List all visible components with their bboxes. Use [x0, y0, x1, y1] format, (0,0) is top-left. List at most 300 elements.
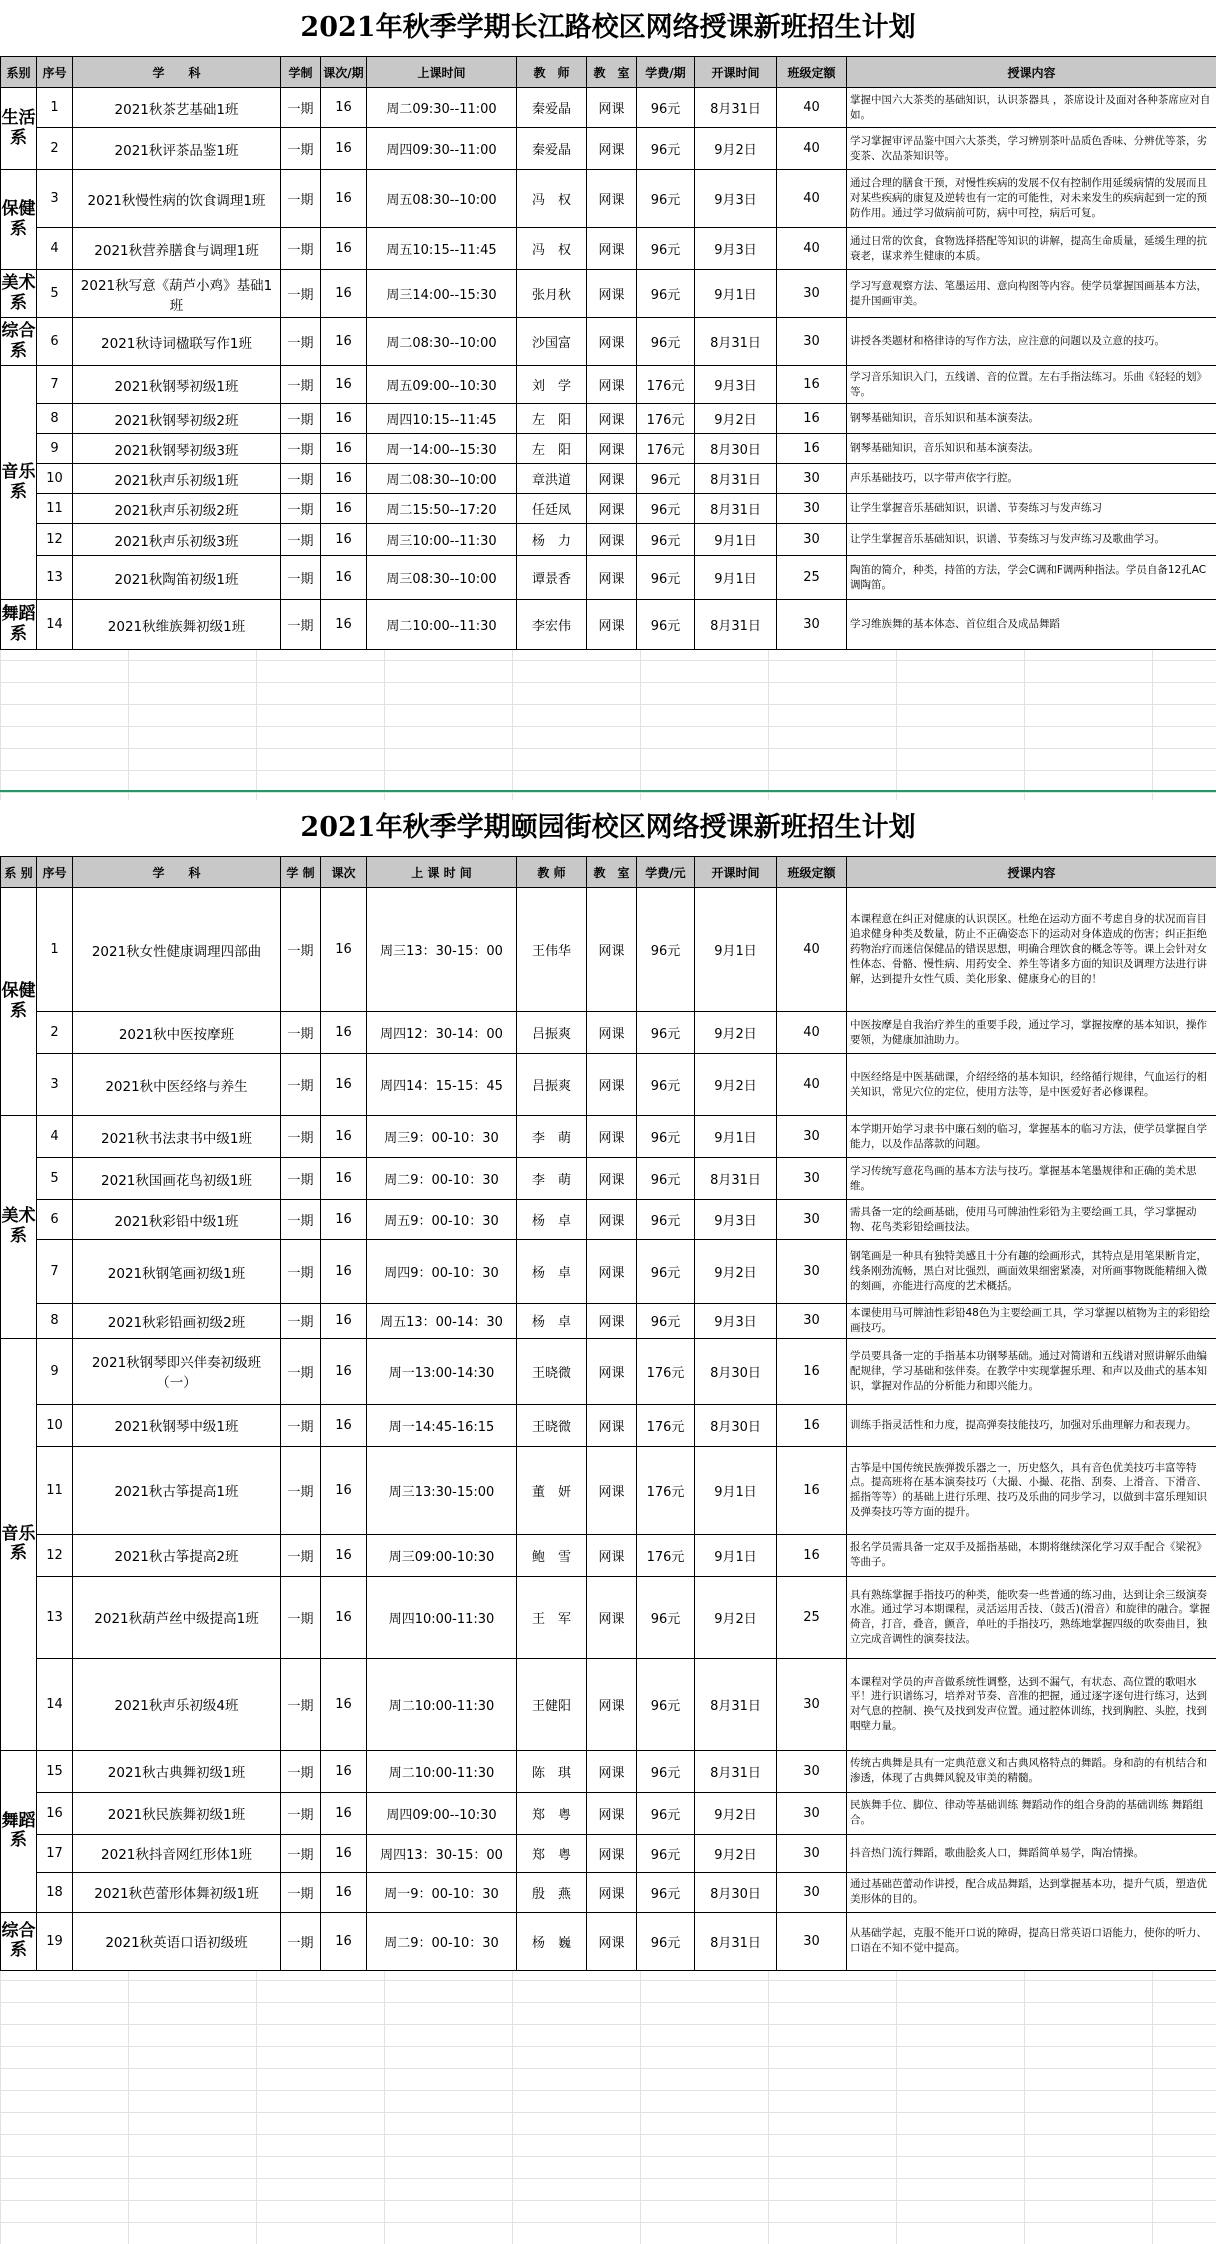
class-time: 周一14:00--15:30 — [367, 434, 517, 464]
start-date: 8月30日 — [695, 1404, 777, 1446]
course-description: 学员要具备一定的手指基本功钢琴基础。通过对简谱和五线谱对照讲解乐曲编配规律，学习基础和弦伴奏。在教学中实现掌握乐理、和声以及曲式的基本知识，掌握对作品的分析能力和即兴能力。 — [847, 1338, 1216, 1404]
row-number: 15 — [37, 1750, 73, 1792]
start-date: 9月2日 — [695, 1054, 777, 1116]
session-count: 16 — [321, 600, 367, 650]
class-quota: 40 — [777, 888, 847, 1012]
table-row — [1, 888, 1216, 1012]
row-number: 11 — [37, 1446, 73, 1534]
start-date: 9月1日 — [695, 556, 777, 600]
term: 一期 — [281, 888, 321, 1012]
subject-name: 2021秋诗词楹联写作1班 — [73, 318, 281, 366]
class-time: 周三9：00-10：30 — [367, 1116, 517, 1158]
table-row — [1, 1404, 1216, 1446]
class-time: 周四10:00-11:30 — [367, 1576, 517, 1658]
department-cell: 音乐系 — [1, 366, 37, 600]
start-date: 9月3日 — [695, 1304, 777, 1339]
class-quota: 30 — [777, 1304, 847, 1339]
course-description: 陶笛的简介，种类，持笛的方法，学会C调和F调两种指法。学员自备12孔AC调陶笛。 — [847, 556, 1216, 600]
classroom: 网课 — [587, 1116, 637, 1158]
cell-selection-border — [0, 790, 1216, 792]
table-row — [1, 1912, 1216, 1970]
class-quota: 16 — [777, 404, 847, 434]
subject-name: 2021秋钢琴即兴伴奏初级班（一） — [73, 1338, 281, 1404]
table-row — [1, 366, 1216, 404]
classroom: 网课 — [587, 1446, 637, 1534]
session-count: 16 — [321, 318, 367, 366]
term: 一期 — [281, 270, 321, 318]
class-quota: 30 — [777, 1116, 847, 1158]
classroom: 网课 — [587, 88, 637, 128]
teacher-name: 沙国富 — [517, 318, 587, 366]
class-time: 周五09:00--10:30 — [367, 366, 517, 404]
table-row — [1, 1576, 1216, 1658]
start-date: 9月3日 — [695, 228, 777, 270]
department-cell: 保健系 — [1, 170, 37, 270]
row-number: 10 — [37, 464, 73, 494]
class-time: 周三09:00-10:30 — [367, 1534, 517, 1576]
term: 一期 — [281, 1750, 321, 1792]
class-time: 周二08:30--10:00 — [367, 464, 517, 494]
table-row — [1, 1116, 1216, 1158]
fee: 96元 — [637, 1872, 695, 1912]
teacher-name: 殷 燕 — [517, 1872, 587, 1912]
classroom: 网课 — [587, 1054, 637, 1116]
term: 一期 — [281, 524, 321, 556]
teacher-name: 杨 卓 — [517, 1200, 587, 1240]
course-description: 通过日常的饮食，食物选择搭配等知识的讲解，提高生命质量，延缓生理的抗衰老，谋求养生健康的本质。 — [847, 228, 1216, 270]
start-date: 8月31日 — [695, 1750, 777, 1792]
row-number: 12 — [37, 524, 73, 556]
start-date: 9月2日 — [695, 1240, 777, 1304]
subject-name: 2021秋抖音网红形体1班 — [73, 1834, 281, 1872]
course-description: 需具备一定的绘画基础，使用马可牌油性彩铅为主要绘画工具，学习掌握动物、花鸟类彩铅绘画技法。 — [847, 1200, 1216, 1240]
course-description: 具有熟练掌握手指技巧的种类，能吹奏一些普通的练习曲，达到让余三级演奏水准。通过学习本期课程，灵活运用舌技、（鼓舌)(滑音）和旋律的融合。掌握倚音，打音，叠音，颤音，单吐的手指技巧，熟练地掌握四级的吹奏曲目，独立完成音调性的演奏技法。 — [847, 1576, 1216, 1658]
table-row — [1, 1304, 1216, 1339]
course-description: 掌握中国六大茶类的基础知识，认识茶器具 ，茶席设计及面对各种茶席应对自如。 — [847, 88, 1216, 128]
start-date: 8月30日 — [695, 434, 777, 464]
class-time: 周五9：00-10：30 — [367, 1200, 517, 1240]
teacher-name: 吕振爽 — [517, 1012, 587, 1054]
teacher-name: 董 妍 — [517, 1446, 587, 1534]
session-count: 16 — [321, 1158, 367, 1200]
subject-name: 2021秋声乐初级2班 — [73, 494, 281, 524]
classroom: 网课 — [587, 1750, 637, 1792]
fee: 176元 — [637, 434, 695, 464]
fee: 96元 — [637, 494, 695, 524]
class-time: 周二08:30--10:00 — [367, 318, 517, 366]
course-description: 学习维族舞的基本体态、首位组合及成品舞蹈 — [847, 600, 1216, 650]
table-row — [1, 1534, 1216, 1576]
term: 一期 — [281, 556, 321, 600]
subject-name: 2021秋古筝提高1班 — [73, 1446, 281, 1534]
term: 一期 — [281, 404, 321, 434]
sheet-title: 2021年秋季学期颐园街校区网络授课新班招生计划 — [0, 800, 1216, 856]
department-cell: 舞蹈系 — [1, 600, 37, 650]
teacher-name: 刘 学 — [517, 366, 587, 404]
start-date: 9月1日 — [695, 524, 777, 556]
row-number: 3 — [37, 1054, 73, 1116]
session-count: 16 — [321, 128, 367, 170]
subject-name: 2021秋书法隶书中级1班 — [73, 1116, 281, 1158]
row-number: 4 — [37, 1116, 73, 1158]
row-number: 7 — [37, 1240, 73, 1304]
term: 一期 — [281, 1338, 321, 1404]
fee: 176元 — [637, 366, 695, 404]
start-date: 9月3日 — [695, 170, 777, 228]
subject-name: 2021秋古筝提高2班 — [73, 1534, 281, 1576]
class-quota: 30 — [777, 1200, 847, 1240]
table-row — [1, 318, 1216, 366]
start-date: 8月31日 — [695, 600, 777, 650]
session-count: 16 — [321, 1912, 367, 1970]
session-count: 16 — [321, 1404, 367, 1446]
row-number: 7 — [37, 366, 73, 404]
course-description: 声乐基础技巧，以字带声依字行腔。 — [847, 464, 1216, 494]
column-header: 序号 — [37, 57, 73, 88]
subject-name: 2021秋英语口语初级班 — [73, 1912, 281, 1970]
term: 一期 — [281, 88, 321, 128]
fee: 96元 — [637, 1912, 695, 1970]
row-number: 6 — [37, 1200, 73, 1240]
table-row — [1, 434, 1216, 464]
teacher-name: 杨 力 — [517, 524, 587, 556]
class-time: 周五10:15--11:45 — [367, 228, 517, 270]
subject-name: 2021秋钢琴中级1班 — [73, 1404, 281, 1446]
course-description: 本学期开始学习隶书中廉石刻的临习，掌握基本的临习方法，使学员掌握自学能力，以及作品落款的问题。 — [847, 1116, 1216, 1158]
class-time: 周三08:30--10:00 — [367, 556, 517, 600]
subject-name: 2021秋茶艺基础1班 — [73, 88, 281, 128]
course-description: 民族舞手位、脚位、律动等基础训练 舞蹈动作的组合身韵的基础训练 舞蹈组合。 — [847, 1792, 1216, 1834]
column-header: 学费/期 — [637, 57, 695, 88]
fee: 96元 — [637, 1576, 695, 1658]
term: 一期 — [281, 1446, 321, 1534]
fee: 176元 — [637, 1404, 695, 1446]
subject-name: 2021秋芭蕾形体舞初级1班 — [73, 1872, 281, 1912]
class-quota: 30 — [777, 1240, 847, 1304]
subject-name: 2021秋彩铅中级1班 — [73, 1200, 281, 1240]
session-count: 16 — [321, 270, 367, 318]
start-date: 9月2日 — [695, 1012, 777, 1054]
session-count: 16 — [321, 1338, 367, 1404]
term: 一期 — [281, 1158, 321, 1200]
class-time: 周四10:15--11:45 — [367, 404, 517, 434]
classroom: 网课 — [587, 1338, 637, 1404]
classroom: 网课 — [587, 270, 637, 318]
class-quota: 30 — [777, 464, 847, 494]
table-row — [1, 1012, 1216, 1054]
class-quota: 30 — [777, 318, 847, 366]
term: 一期 — [281, 1200, 321, 1240]
column-header: 教 室 — [587, 857, 637, 888]
class-time: 周二9：00-10：30 — [367, 1912, 517, 1970]
teacher-name: 陈 琪 — [517, 1750, 587, 1792]
subject-name: 2021秋中医按摩班 — [73, 1012, 281, 1054]
class-time: 周五08:30--10:00 — [367, 170, 517, 228]
start-date: 8月31日 — [695, 1158, 777, 1200]
start-date: 8月31日 — [695, 464, 777, 494]
course-description: 学习音乐知识入门，五线谱、音的位置。左右手指法练习。乐曲《轻轻的划》等。 — [847, 366, 1216, 404]
start-date: 9月1日 — [695, 1446, 777, 1534]
row-number: 9 — [37, 434, 73, 464]
teacher-name: 张月秋 — [517, 270, 587, 318]
class-quota: 25 — [777, 556, 847, 600]
table-row — [1, 228, 1216, 270]
table-row — [1, 1446, 1216, 1534]
class-time: 周三10:00--11:30 — [367, 524, 517, 556]
column-header: 上课时间 — [367, 57, 517, 88]
class-time: 周二10:00--11:30 — [367, 600, 517, 650]
teacher-name: 吕振爽 — [517, 1054, 587, 1116]
term: 一期 — [281, 228, 321, 270]
row-number: 8 — [37, 1304, 73, 1339]
subject-name: 2021秋声乐初级3班 — [73, 524, 281, 556]
classroom: 网课 — [587, 464, 637, 494]
row-number: 2 — [37, 128, 73, 170]
term: 一期 — [281, 1240, 321, 1304]
class-quota: 16 — [777, 1534, 847, 1576]
table-row — [1, 170, 1216, 228]
fee: 176元 — [637, 404, 695, 434]
session-count: 16 — [321, 1012, 367, 1054]
table-row — [1, 1338, 1216, 1404]
course-description: 钢琴基础知识，音乐知识和基本演奏法。 — [847, 404, 1216, 434]
start-date: 9月1日 — [695, 1534, 777, 1576]
row-number: 4 — [37, 228, 73, 270]
start-date: 9月3日 — [695, 366, 777, 404]
term: 一期 — [281, 1834, 321, 1872]
column-header: 学 制 — [281, 857, 321, 888]
column-header: 课次/期 — [321, 57, 367, 88]
start-date: 9月1日 — [695, 1116, 777, 1158]
classroom: 网课 — [587, 170, 637, 228]
fee: 96元 — [637, 1158, 695, 1200]
department-cell: 综合系 — [1, 1912, 37, 1970]
class-time: 周二10:00-11:30 — [367, 1658, 517, 1750]
course-description: 通过合理的膳食干预，对慢性疾病的发展不仅有控制作用延缓病情的发展而且对某些疾病的康复及逆转也有一定的可能性，对未来发生的疾病起到一定的预防作用。通过学习做病前可防，病中可控，病后可复。 — [847, 170, 1216, 228]
column-header: 教 师 — [517, 57, 587, 88]
subject-name: 2021秋营养膳食与调理1班 — [73, 228, 281, 270]
start-date: 8月30日 — [695, 1338, 777, 1404]
term: 一期 — [281, 1792, 321, 1834]
teacher-name: 郑 粤 — [517, 1792, 587, 1834]
fee: 96元 — [637, 556, 695, 600]
term: 一期 — [281, 128, 321, 170]
fee: 176元 — [637, 1338, 695, 1404]
fee: 96元 — [637, 1658, 695, 1750]
fee: 96元 — [637, 270, 695, 318]
session-count: 16 — [321, 170, 367, 228]
class-time: 周四14：15-15：45 — [367, 1054, 517, 1116]
class-time: 周四09:00--10:30 — [367, 1792, 517, 1834]
session-count: 16 — [321, 1658, 367, 1750]
class-time: 周二10:00-11:30 — [367, 1750, 517, 1792]
course-description: 学习写意观察方法、笔墨运用、意向构图等内容。使学员掌握国画基本方法，提升国画审美。 — [847, 270, 1216, 318]
session-count: 16 — [321, 1054, 367, 1116]
column-header: 系 别 — [1, 857, 37, 888]
department-cell: 舞蹈系 — [1, 1750, 37, 1912]
start-date: 8月30日 — [695, 1872, 777, 1912]
session-count: 16 — [321, 1576, 367, 1658]
classroom: 网课 — [587, 1534, 637, 1576]
teacher-name: 冯 权 — [517, 170, 587, 228]
fee: 96元 — [637, 228, 695, 270]
subject-name: 2021秋国画花鸟初级1班 — [73, 1158, 281, 1200]
sheet-title: 2021年秋季学期长江路校区网络授课新班招生计划 — [0, 0, 1216, 56]
course-description: 训练手指灵活性和力度，提高弹奏技能技巧，加强对乐曲理解力和表现力。 — [847, 1404, 1216, 1446]
row-number: 19 — [37, 1912, 73, 1970]
column-header: 系别 — [1, 57, 37, 88]
course-description: 中医按摩是自我治疗养生的重要手段，通过学习，掌握按摩的基本知识，操作要领，为健康加油助力。 — [847, 1012, 1216, 1054]
session-count: 16 — [321, 1534, 367, 1576]
term: 一期 — [281, 464, 321, 494]
department-cell: 保健系 — [1, 888, 37, 1116]
row-number: 10 — [37, 1404, 73, 1446]
table-row — [1, 1872, 1216, 1912]
column-header: 学制 — [281, 57, 321, 88]
subject-name: 2021秋钢琴初级1班 — [73, 366, 281, 404]
classroom: 网课 — [587, 600, 637, 650]
table-row — [1, 88, 1216, 128]
term: 一期 — [281, 1054, 321, 1116]
table-row — [1, 556, 1216, 600]
department-cell: 美术系 — [1, 270, 37, 318]
start-date: 9月2日 — [695, 128, 777, 170]
course-description: 本课程对学员的声音做系统性调整，达到不漏气，有状态、高位置的歌唱水平！进行识谱练习，培养对节奏、音准的把握，通过逐字逐句进行练习，达到对气息的控制、换气及找到发声位置。通过腔体训练，找到胸腔、头腔，找到咽壁力量。 — [847, 1658, 1216, 1750]
fee: 96元 — [637, 600, 695, 650]
classroom: 网课 — [587, 228, 637, 270]
row-number: 5 — [37, 1158, 73, 1200]
row-number: 11 — [37, 494, 73, 524]
column-header: 课次 — [321, 857, 367, 888]
classroom: 网课 — [587, 1158, 637, 1200]
classroom: 网课 — [587, 318, 637, 366]
classroom: 网课 — [587, 1912, 637, 1970]
course-description: 通过基础芭蕾动作讲授，配合成品舞蹈，达到掌握基本功，提升气质，塑造优美形体的目的。 — [847, 1872, 1216, 1912]
course-description: 让学生掌握音乐基础知识，识谱、节奏练习与发声练习及歌曲学习。 — [847, 524, 1216, 556]
teacher-name: 王健阳 — [517, 1658, 587, 1750]
sheet-yiyuan — [0, 800, 1216, 1971]
session-count: 16 — [321, 1750, 367, 1792]
start-date: 8月31日 — [695, 88, 777, 128]
course-description: 学习掌握审评品鉴中国六大茶类，学习辨别茶叶品质色香味、分辨优等茶，劣变茶、次品茶知识等。 — [847, 128, 1216, 170]
class-time: 周一14:45-16:15 — [367, 1404, 517, 1446]
teacher-name: 任廷凤 — [517, 494, 587, 524]
classroom: 网课 — [587, 494, 637, 524]
class-time: 周一9：00-10：30 — [367, 1872, 517, 1912]
row-number: 1 — [37, 88, 73, 128]
classroom: 网课 — [587, 404, 637, 434]
session-count: 16 — [321, 434, 367, 464]
session-count: 16 — [321, 1116, 367, 1158]
classroom: 网课 — [587, 1658, 637, 1750]
course-description: 本课使用马可牌油性彩铅48色为主要绘画工具，学习掌握以植物为主的彩铅绘画技巧。 — [847, 1304, 1216, 1339]
fee: 96元 — [637, 1240, 695, 1304]
session-count: 16 — [321, 228, 367, 270]
teacher-name: 杨 巍 — [517, 1912, 587, 1970]
class-quota: 30 — [777, 1158, 847, 1200]
class-quota: 16 — [777, 434, 847, 464]
class-time: 周五13：00-14：30 — [367, 1304, 517, 1339]
teacher-name: 杨 卓 — [517, 1304, 587, 1339]
subject-name: 2021秋钢琴初级2班 — [73, 404, 281, 434]
subject-name: 2021秋写意《葫芦小鸡》基础1班 — [73, 270, 281, 318]
subject-name: 2021秋维族舞初级1班 — [73, 600, 281, 650]
teacher-name: 冯 权 — [517, 228, 587, 270]
session-count: 16 — [321, 1200, 367, 1240]
row-number: 1 — [37, 888, 73, 1012]
course-description: 中医经络是中医基础课，介绍经络的基本知识，经络循行规律，气血运行的相关知识，常见穴位的定位，使用方法等，是中医爱好者必修课程。 — [847, 1054, 1216, 1116]
class-quota: 30 — [777, 524, 847, 556]
term: 一期 — [281, 1116, 321, 1158]
subject-name: 2021秋评茶品鉴1班 — [73, 128, 281, 170]
fee: 96元 — [637, 1116, 695, 1158]
course-description: 钢琴基础知识，音乐知识和基本演奏法。 — [847, 434, 1216, 464]
term: 一期 — [281, 494, 321, 524]
classroom: 网课 — [587, 888, 637, 1012]
class-time: 周三13：30-15：00 — [367, 888, 517, 1012]
schedule-table — [0, 856, 1216, 1971]
classroom: 网课 — [587, 1304, 637, 1339]
term: 一期 — [281, 600, 321, 650]
classroom: 网课 — [587, 1576, 637, 1658]
subject-name: 2021秋声乐初级4班 — [73, 1658, 281, 1750]
term: 一期 — [281, 1404, 321, 1446]
course-description: 本课程意在纠正对健康的认识误区。杜绝在运动方面不考虑自身的状况而盲目追求健身种类及数量，防止不正确姿态下的运动对身体造成的伤害；纠正拒绝药物治疗而迷信保健品的错误思想，明确合理饮食的概念等等。课上会针对女性体态、骨骼、慢性病、用药安全、养生等诸多方面的知识及调理方法进行讲解，达到提升女性气质、美化形象、健康身心的目的！ — [847, 888, 1216, 1012]
classroom: 网课 — [587, 1872, 637, 1912]
table-row — [1, 128, 1216, 170]
term: 一期 — [281, 1658, 321, 1750]
table-row — [1, 1834, 1216, 1872]
start-date: 8月31日 — [695, 318, 777, 366]
class-quota: 30 — [777, 1912, 847, 1970]
schedule-table — [0, 56, 1216, 650]
teacher-name: 左 阳 — [517, 404, 587, 434]
row-number: 13 — [37, 1576, 73, 1658]
start-date: 8月31日 — [695, 494, 777, 524]
class-time: 周四12：30-14：00 — [367, 1012, 517, 1054]
fee: 176元 — [637, 1534, 695, 1576]
class-time: 周四13：30-15：00 — [367, 1834, 517, 1872]
teacher-name: 秦爱晶 — [517, 88, 587, 128]
column-header: 班级定额 — [777, 57, 847, 88]
column-header: 教 师 — [517, 857, 587, 888]
start-date: 9月1日 — [695, 270, 777, 318]
session-count: 16 — [321, 1240, 367, 1304]
column-header: 学 科 — [73, 857, 281, 888]
term: 一期 — [281, 434, 321, 464]
column-header: 学 科 — [73, 57, 281, 88]
class-quota: 30 — [777, 1658, 847, 1750]
class-time: 周一13:00-14:30 — [367, 1338, 517, 1404]
teacher-name: 王伟华 — [517, 888, 587, 1012]
subject-name: 2021秋女性健康调理四部曲 — [73, 888, 281, 1012]
column-header: 授课内容 — [847, 857, 1216, 888]
table-row — [1, 1240, 1216, 1304]
classroom: 网课 — [587, 556, 637, 600]
course-description: 讲授各类题材和格律诗的写作方法，应注意的问题以及立意的技巧。 — [847, 318, 1216, 366]
subject-name: 2021秋中医经络与养生 — [73, 1054, 281, 1116]
class-quota: 16 — [777, 366, 847, 404]
teacher-name: 左 阳 — [517, 434, 587, 464]
row-number: 17 — [37, 1834, 73, 1872]
classroom: 网课 — [587, 1200, 637, 1240]
class-quota: 40 — [777, 1012, 847, 1054]
course-description: 学习传统写意花鸟画的基本方法与技巧。掌握基本笔墨规律和正确的美术思维。 — [847, 1158, 1216, 1200]
fee: 96元 — [637, 1054, 695, 1116]
teacher-name: 王晓微 — [517, 1404, 587, 1446]
row-number: 18 — [37, 1872, 73, 1912]
fee: 96元 — [637, 1834, 695, 1872]
